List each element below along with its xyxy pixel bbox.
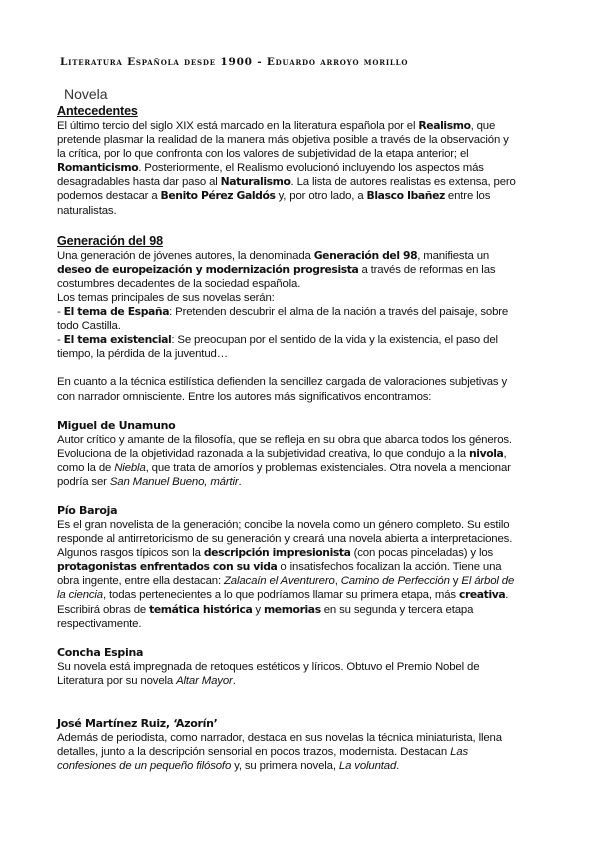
theme-spain: - El tema de España: Pretenden descubrir el alma de la nación a través del paisaje, sobre todo Castilla. (57, 305, 509, 333)
paragraph-baroja-2: Escribirá obras de temática histórica y memorias en su segunda y tercera etapa respectivamente. (57, 602, 474, 630)
heading-generacion-98: Generación del 98 (57, 233, 163, 248)
author-azorin: José Martínez Ruiz, ‘Azorín’ (57, 716, 218, 730)
paragraph-baroja: Es el gran novelista de la generación; concibe la novela como un género completo. Su estilo responde al antirretoricismo de su generación y creará una novela abierta a interpretaciones. Algunos rasgos típicos son la descripción impresionista (con pocas pinceladas) y los protagonistas enfrentados con su vida o insatisfechos focalizan la acción. Tiene una obra ingente, entre ella destacan: Zalacaín el Aventurero, Camino de Perfección y El árbol de la ciencia, todas pertenecientes a lo que podríamos llamar su primera etapa, más creativa. (57, 518, 515, 602)
paragraph-technique: En cuanto a la técnica estilística defienden la sencillez cargada de valoraciones subjetivas y con narrador omnisciente. Entre los autores más significativos encontramos: (57, 376, 508, 403)
theme-existential: - El tema existencial: Se preocupan por el sentido de la vida y la existencia, el paso del tiempo, la pérdida de la juventud… (57, 333, 498, 361)
paragraph-unamuno: Autor crítico y amante de la filosofía, que se refleja en su obra que abarca todos los géneros. Evoluciona de la objetividad razonada a la subjetividad creativa, lo que condujo a la nivola, como la de Niebla, que trata de amoríos y problemas existenciales. Otra novela a mencionar podría ser San Manuel Bueno, mártir. (57, 433, 512, 488)
paragraph-espina: Su novela está impregnada de retoques estéticos y líricos. Obtuvo el Premio Nobel de Literatura por su novela Altar Mayor. (57, 660, 480, 687)
author-espina: Concha Espina (57, 645, 144, 659)
document-body (57, 104, 519, 773)
heading-antecedentes: Antecedentes (57, 104, 138, 118)
paragraph-azorin: Además de periodista, como narrador, destaca en sus novelas la técnica miniaturista, llena detalles, junto a la descripción sensorial en pocos trazos, modernista. Destacan Las confesiones de un pequeño filósofo y, su primera novela, La voluntad. (57, 731, 502, 773)
paragraph-themes-intro: Los temas principales de sus novelas serán: (57, 291, 275, 304)
paragraph-antecedentes: El último tercio del siglo XIX está marcado en la literatura española por el Realismo, que pretende plasmar la realidad de la manera más objetiva posible a través de la observación y la crítica, por lo que confronta con los valores de subjetividad de la etapa anterior; el Romanticismo. Posteriormente, el Realismo evolucionó incluyendo los aspectos más desagradables hasta dar paso al Naturalismo. La lista de autores realistas es extensa, pero podemos destacar a Benito Pérez Galdós y, por otro lado, a Blasco Ibañez entre los naturalistas. (57, 119, 516, 217)
author-unamuno: Miguel de Unamuno (57, 418, 176, 432)
section-label: Novela (64, 86, 108, 102)
page-header: Literatura Española desde 1900 - Eduardo arroyo morillo (60, 56, 409, 68)
author-baroja: Pío Baroja (57, 503, 118, 517)
paragraph-gen98-intro: Una generación de jóvenes autores, la denominada Generación del 98, manifiesta un deseo de europeización y modernización progresista a través de reformas en las costumbres decadentes de la sociedad española. (57, 248, 496, 290)
